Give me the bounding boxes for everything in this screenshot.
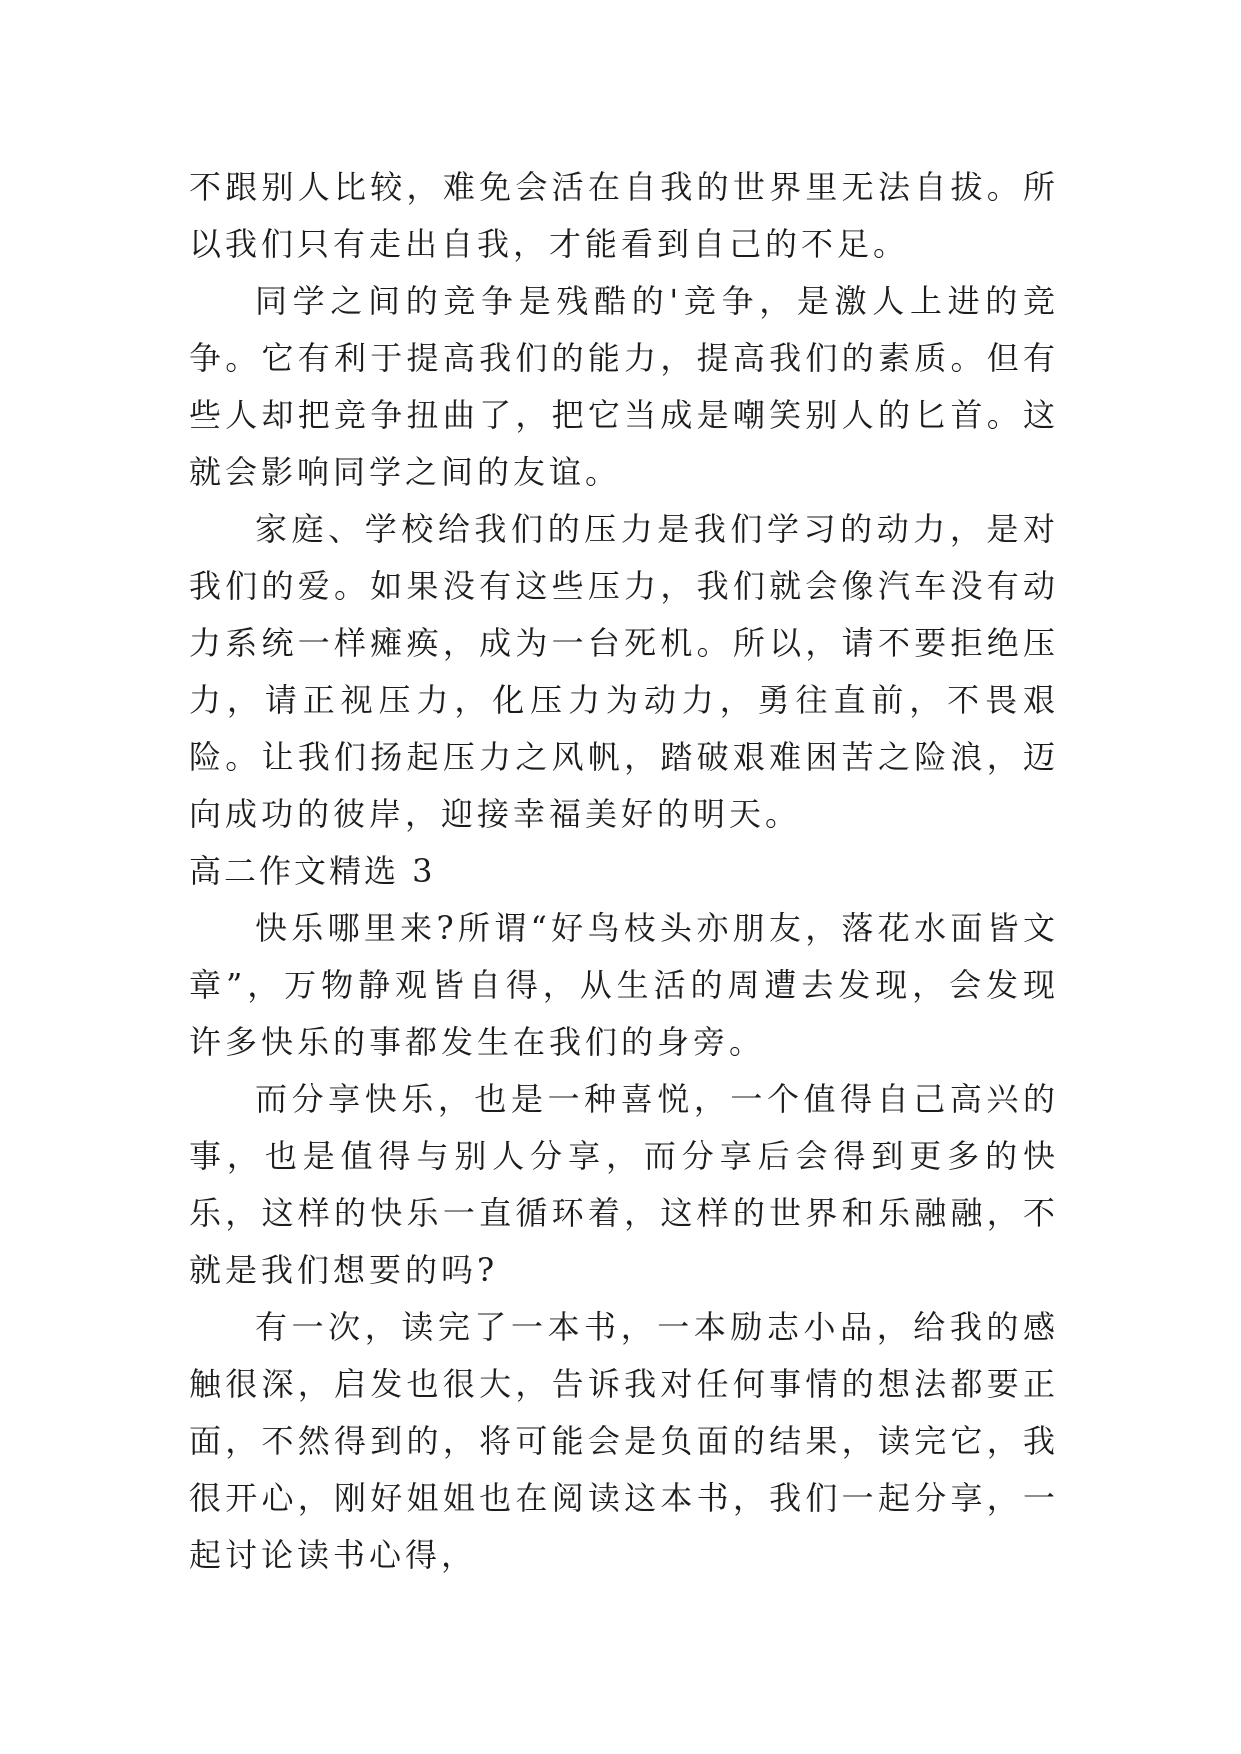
section-title: 高二作文精选 3: [189, 852, 436, 890]
paragraph-1: 不跟别人比较，难免会活在自我的世界里无法自拔。所以我们只有走出自我，才能看到自己的不足。: [189, 168, 1059, 263]
section-paragraph-3: 有一次，读完了一本书，一本励志小品，给我的感触很深，启发也很大，告诉我对任何事情的想法都要正面，不然得到的，将可能会是负面的结果，读完它，我很开心，刚好姐姐也在阅读这本书，我们一起分享，一起讨论读书心得，: [189, 1308, 1059, 1574]
paragraph-2: 同学之间的竞争是残酷的'竞争，是激人上进的竞争。它有利于提高我们的能力，提高我们的素质。但有些人却把竞争扭曲了，把它当成是嘲笑别人的匕首。这就会影响同学之间的友谊。: [189, 282, 1059, 491]
document-body: [189, 159, 1059, 1584]
paragraph-3: 家庭、学校给我们的压力是我们学习的动力，是对我们的爱。如果没有这些压力，我们就会像汽车没有动力系统一样瘫痪，成为一台死机。所以，请不要拒绝压力，请正视压力，化压力为动力，勇往直前，不畏艰险。让我们扬起压力之风帆，踏破艰难困苦之险浪，迈向成功的彼岸，迎接幸福美好的明天。: [189, 510, 1059, 833]
section-paragraph-1: 快乐哪里来?所谓“好鸟枝头亦朋友，落花水面皆文章”，万物静观皆自得，从生活的周遭去发现，会发现许多快乐的事都发生在我们的身旁。: [189, 909, 1059, 1061]
section-paragraph-2: 而分享快乐，也是一种喜悦，一个值得自己高兴的事，也是值得与别人分享，而分享后会得到更多的快乐，这样的快乐一直循环着，这样的世界和乐融融，不就是我们想要的吗?: [189, 1080, 1059, 1289]
